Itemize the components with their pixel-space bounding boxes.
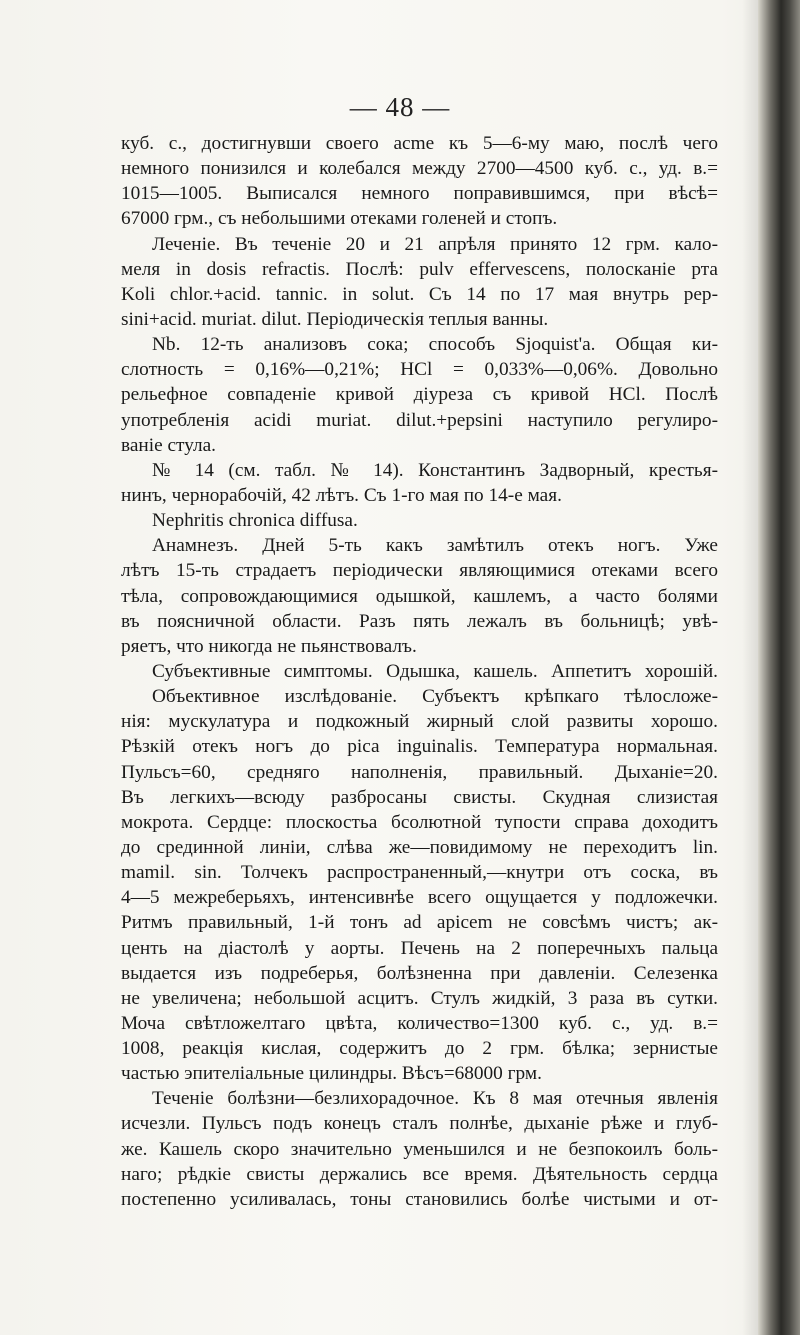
text-line: Nephritis chronica diffusa.	[152, 510, 358, 532]
text-line: не увеличена; небольшой асцитъ. Стулъ жидкій, 3 раза въ сутки.	[121, 987, 718, 1009]
text-line: Анамнезъ. Дней 5-ть какъ замѣтилъ отекъ ногъ. Уже	[152, 535, 718, 557]
text-line: 1008, реакція кислая, содержитъ до 2 грм. бѣлка; зернистые	[121, 1038, 718, 1060]
text-line: частью эпителіальные цилиндры. Вѣсъ=68000 грм.	[121, 1063, 542, 1085]
text-line: наго; рѣдкіе свисты держались все время. Дѣятельность сердца	[121, 1163, 718, 1185]
text-line: Рѣзкій отекъ ногъ до ріса inguinalis. Температура нормальная.	[121, 736, 718, 758]
text-line: Въ легкихъ—всюду разбросаны свисты. Скудная слизистая	[121, 786, 718, 808]
text-line: sini+acid. muriat. dilut. Періодическія теплыя ванны.	[121, 308, 549, 330]
text-line: употребленія acidi muriat. dilut.+pepsini наступило регулиро-	[121, 409, 718, 431]
text-line: № 14 (см. табл. № 14). Константинъ Задворный, крестья-	[152, 459, 718, 481]
text-line: Пульсъ=60, средняго наполненія, правильный. Дыханіе=20.	[121, 761, 718, 783]
text-line: центь на діастолѣ у аорты. Печень на 2 поперечныхъ пальца	[121, 937, 718, 959]
text-line: Моча свѣтложелтаго цвѣта, количество=1300 куб. с., уд. в.=	[121, 1012, 718, 1034]
text-line: ваніе стула.	[121, 434, 216, 456]
text-line: куб. с., достигнувши своего acme къ 5—6-му маю, послѣ чего	[121, 133, 718, 154]
text-line: рельефное совпаденіе кривой діуреза съ кривой HCl. Послѣ	[121, 384, 718, 406]
text-line: 67000 грм., съ небольшими отеками голеней и стопъ.	[121, 208, 558, 230]
text-line: Леченіе. Въ теченіе 20 и 21 апрѣля принято 12 грм. кало-	[152, 233, 718, 255]
text-line: ряетъ, что никогда не пьянствовалъ.	[121, 635, 417, 657]
text-line: Koli chlor.+acid. tannic. in solut. Съ 14 по 17 мая внутрь pep-	[121, 283, 718, 305]
text-line: Теченіе болѣзни—безлихорадочное. Къ 8 мая отечныя явленія	[152, 1088, 718, 1110]
text-line: же. Кашель скоро значительно уменьшился и не безпокоилъ боль-	[121, 1138, 718, 1160]
text-line: слотность = 0,16%—0,21%; HCl = 0,033%—0,06%. Довольно	[121, 359, 718, 381]
text-line: нія: мускулатура и подкожный жирный слой развиты хорошо.	[121, 711, 718, 733]
text-line: mamil. sin. Толчекъ распространенный,—кнутри отъ соска, въ	[121, 862, 718, 884]
text-line: 1015—1005. Выписался немного поправившимся, при вѣсѣ=	[121, 183, 718, 205]
text-line: выдается изъ подреберья, болѣзненна при давленіи. Селезенка	[121, 962, 718, 984]
text-line: лѣтъ 15-ть страдаетъ періодически являющимися отеками всего	[121, 560, 718, 582]
text-line: исчезли. Пульсъ подъ конецъ сталъ полнѣе, дыханіе рѣже и глуб-	[121, 1113, 718, 1135]
text-line: постепенно усиливалась, тоны становились болѣе чистыми и от-	[121, 1188, 718, 1210]
text-line: тѣла, сопровождающимися одышкой, кашлемъ, а часто болями	[121, 585, 718, 607]
text-line: немного понизился и колебался между 2700—4500 куб. с., уд. в.=	[121, 158, 718, 180]
text-line: 4—5 межреберьяхъ, интенсивнѣе всего ощущается у подложечки.	[121, 887, 718, 909]
text-line: Объективное изслѣдованіе. Субъектъ крѣпкаго тѣлосложе-	[152, 686, 718, 708]
text-line: мокрота. Сердце: плоскостьа бсолютной тупости справа доходитъ	[121, 811, 718, 833]
text-line: до срединной линіи, слѣва же—повидимому не переходитъ lin.	[121, 836, 718, 858]
text-line: меля in dosis refractis. Послѣ: pulv effervescens, полосканіе рта	[121, 258, 718, 280]
text-line: Nb. 12-ть анализовъ сока; способъ Sjoquist'a. Общая ки-	[152, 334, 718, 356]
page-number: — 48 —	[349, 92, 451, 122]
text-line: въ поясничной области. Разъ пять лежалъ въ больницѣ; увѣ-	[121, 610, 718, 632]
text-line: нинъ, чернорабочій, 42 лѣтъ. Съ 1-го мая по 14-е мая.	[121, 484, 562, 506]
text-line: Ритмъ правильный, 1-й тонъ ad apicem не совсѣмъ чистъ; ак-	[121, 912, 718, 934]
book-spine-edge	[758, 0, 800, 1335]
body-text	[121, 131, 718, 1212]
text-line: Субъективные симптомы. Одышка, кашель. Аппетитъ хорошій.	[152, 660, 718, 682]
